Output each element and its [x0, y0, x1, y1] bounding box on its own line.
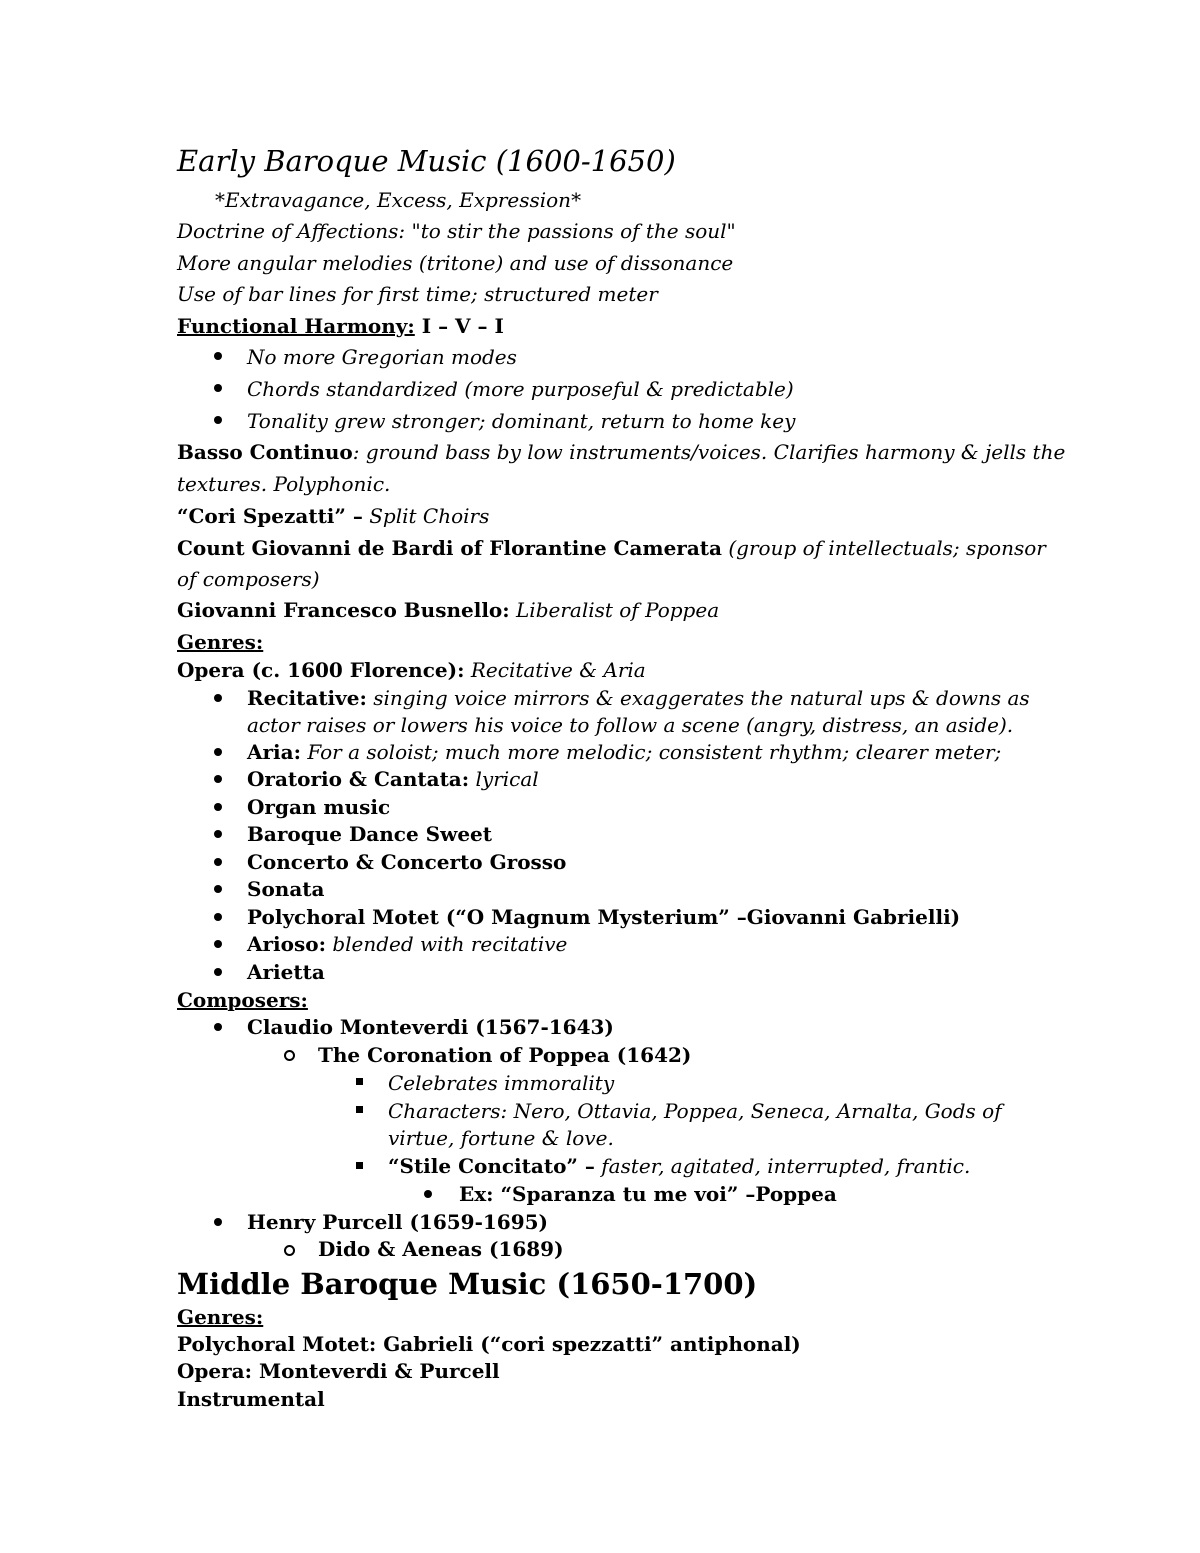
bullet-icon	[214, 885, 222, 893]
work-item: The Coronation of Poppea (1642)	[318, 1043, 692, 1067]
intro-line: Doctrine of Affections: "to stir the passions of the soul"	[177, 219, 736, 243]
square-bullet-icon	[356, 1162, 363, 1169]
bullet-icon	[214, 775, 222, 783]
term-text: Liberalist of Poppea	[509, 598, 720, 622]
bullet-icon	[214, 830, 222, 838]
list-item	[247, 738, 1001, 766]
composer-item: Claudio Monteverdi (1567-1643)	[247, 1015, 614, 1039]
section-label: Functional Harmony:	[177, 314, 415, 338]
bullet-icon	[214, 694, 222, 702]
bullet-icon	[214, 416, 222, 424]
bullet-icon	[214, 1023, 222, 1031]
circle-bullet-icon	[284, 1245, 295, 1256]
list-item: Polychoral Motet (“O Magnum Mysterium” –Giovanni Gabrielli)	[247, 905, 961, 929]
term-label: Recitative:	[247, 686, 367, 710]
genre-line: Polychoral Motet: Gabrieli (“cori spezzatti” antiphonal)	[177, 1332, 801, 1356]
detail-item: Characters: Nero, Ottavia, Poppea, Seneca, Arnalta, Gods of	[388, 1099, 1002, 1123]
example-item: Ex: “Sparanza tu me voi” –Poppea	[459, 1182, 837, 1206]
list-item: Arietta	[247, 960, 325, 984]
bullet-icon	[214, 940, 222, 948]
term-text: lyrical	[469, 767, 539, 791]
bullet-icon	[214, 1218, 222, 1226]
list-item: Chords standardized (more purposeful & predictable)	[247, 377, 794, 401]
bullet-icon	[214, 858, 222, 866]
intro-line: More angular melodies (tritone) and use of dissonance	[177, 251, 734, 275]
list-item: Baroque Dance Sweet	[247, 822, 493, 846]
list-item	[247, 684, 1030, 712]
bullet-icon	[214, 384, 222, 392]
bullet-icon	[424, 1190, 432, 1198]
term-label: Oratorio & Cantata:	[247, 767, 470, 791]
intro-line: Use of bar lines for first time; structured meter	[177, 282, 658, 306]
term-label: Giovanni Francesco Busnello:	[177, 598, 510, 622]
cori-spezatti-line	[177, 502, 489, 530]
tagline: *Extravagance, Excess, Expression*	[215, 188, 582, 212]
term-label: “Cori Spezatti” –	[177, 504, 363, 528]
basso-continuo-line	[177, 438, 1065, 466]
term-text: (group of intellectuals; sponsor	[722, 536, 1046, 560]
square-bullet-icon	[356, 1078, 363, 1085]
opera-line	[177, 656, 646, 684]
term-text: For a soloist; much more melodic; consistent rhythm; clearer meter;	[301, 740, 1002, 764]
composer-item: Henry Purcell (1659-1695)	[247, 1210, 549, 1234]
term-label: Arioso:	[247, 932, 326, 956]
bullet-icon	[214, 352, 222, 360]
term-text: : ground bass by low instruments/voices. Clarifies harmony & jells the	[352, 440, 1066, 464]
term-label: Opera (c. 1600 Florence):	[177, 658, 465, 682]
term-label: Basso Continuo	[177, 440, 353, 464]
bullet-icon	[214, 803, 222, 811]
section-title: Middle Baroque Music (1650-1700)	[177, 1267, 758, 1301]
genre-line: Instrumental	[177, 1387, 325, 1411]
term-text: singing voice mirrors & exaggerates the natural ups & downs as	[366, 686, 1030, 710]
square-bullet-icon	[356, 1106, 363, 1113]
work-item: Dido & Aeneas (1689)	[318, 1237, 564, 1261]
term-text: Recitative & Aria	[464, 658, 646, 682]
harmony-value: I – V – I	[414, 314, 504, 338]
list-item: Organ music	[247, 795, 391, 819]
bullet-icon	[214, 748, 222, 756]
page-title: Early Baroque Music (1600-1650)	[177, 144, 676, 178]
bullet-icon	[214, 913, 222, 921]
term-label: Count Giovanni de Bardi of Florantine Camerata	[177, 536, 722, 560]
list-item: Tonality grew stronger; dominant, return to home key	[247, 409, 796, 433]
functional-harmony-line	[177, 312, 504, 340]
list-item: Concerto & Concerto Grosso	[247, 850, 567, 874]
term-label: Aria:	[247, 740, 301, 764]
genres-heading: Genres:	[177, 1305, 264, 1329]
list-item: No more Gregorian modes	[247, 345, 517, 369]
detail-item: Celebrates immorality	[388, 1071, 615, 1095]
detail-item-cont: virtue, fortune & love.	[388, 1126, 614, 1150]
term-label: “Stile Concitato” –	[388, 1154, 595, 1178]
list-item: Sonata	[247, 877, 325, 901]
term-text: blended with recitative	[325, 932, 568, 956]
genre-line: Opera: Monteverdi & Purcell	[177, 1359, 500, 1383]
list-item	[247, 765, 539, 793]
detail-item	[388, 1152, 970, 1180]
list-item	[247, 930, 567, 958]
term-text: Split Choirs	[362, 504, 490, 528]
list-item-cont: actor raises or lowers his voice to follow a scene (angry, distress, an aside).	[247, 713, 1014, 737]
term-text: faster, agitated, interrupted, frantic.	[594, 1154, 971, 1178]
genres-heading: Genres:	[177, 630, 264, 654]
bardi-cont: of composers)	[177, 567, 320, 591]
bardi-line	[177, 534, 1046, 562]
composers-heading: Composers:	[177, 988, 308, 1012]
circle-bullet-icon	[284, 1050, 295, 1061]
busnello-line	[177, 596, 719, 624]
basso-continuo-cont: textures. Polyphonic.	[177, 472, 391, 496]
bullet-icon	[214, 968, 222, 976]
